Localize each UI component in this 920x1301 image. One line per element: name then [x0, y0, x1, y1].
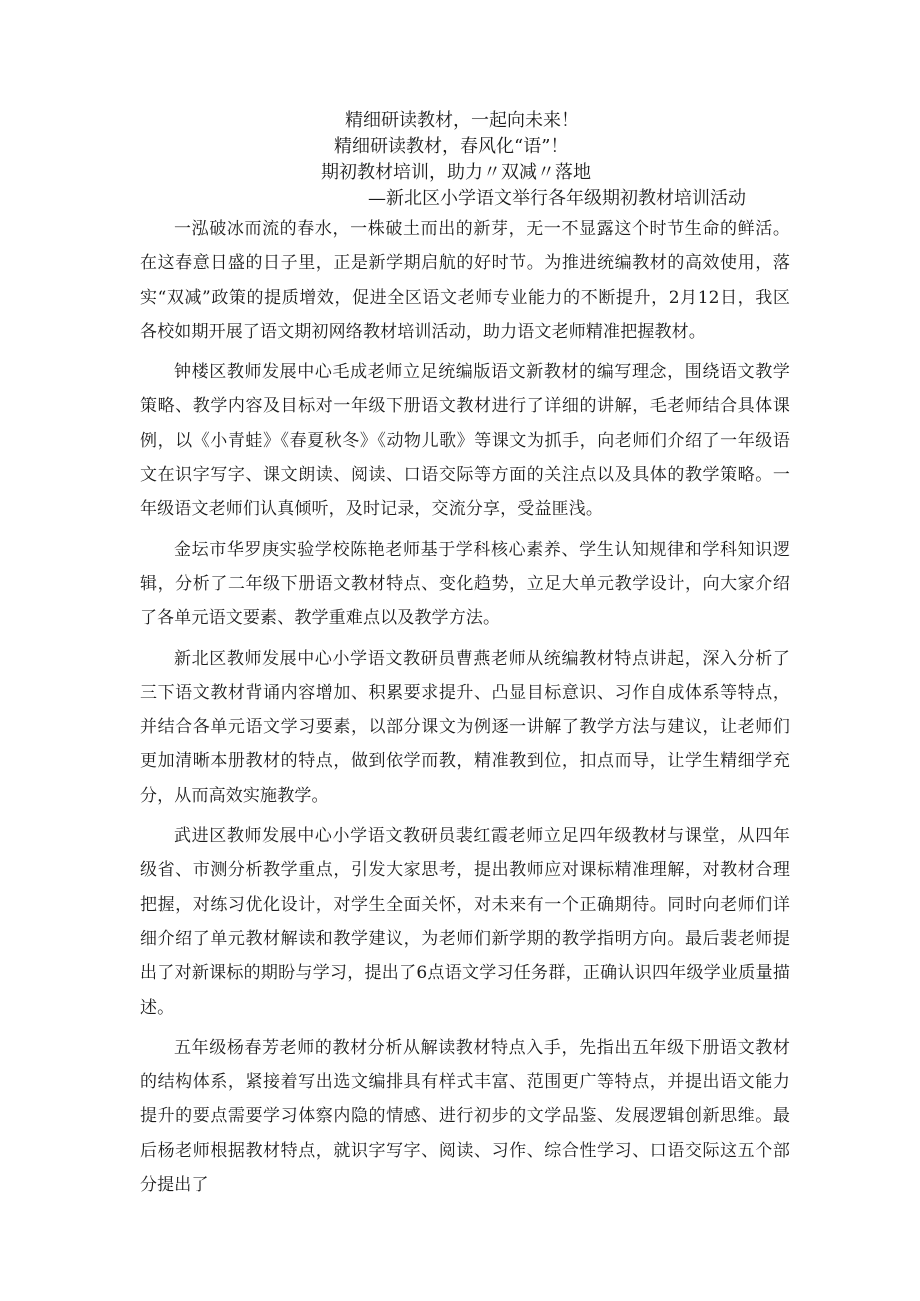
paragraph-5: 武进区教师发展中心小学语文教研员裴红霞老师立足四年级教材与课堂，从四年级省、市测分析教学重点，引发大家思考，提出教师应对课标精准理解，对教材合理把握，对练习优化设计，对学生全面关怀，对未来有一个正确期待。同时向老师们详细介绍了单元教材解读和教学建议，为老师们新学期的教学指明方向。最后裴老师提出了对新课标的期盼与学习，提出了6点语文学习任务群，正确认识四年级学业质量描述。: [140, 826, 790, 1018]
paragraph-2: 钟楼区教师发展中心毛成老师立足统编版语文新教材的编写理念，围绕语文教学策略、教学内容及目标对一年级下册语文教材进行了详细的讲解，毛老师结合具体课例，以《小青蛙》《春夏秋冬》《动物儿歌》等课文为抓手，向老师们介绍了一年级语文在识字写字、课文朗读、阅读、口语交际等方面的关注点以及具体的教学策略。一年级语文老师们认真倾听，及时记录，交流分享，受益匪浅。: [140, 362, 790, 520]
paragraph-4: 新北区教师发展中心小学语文教研员曹燕老师从统编教材特点讲起，深入分析了三下语文教材背诵内容增加、积累要求提升、凸显目标意识、习作自成体系等特点，并结合各单元语文学习要素，以部分课文为例逐一讲解了教学方法与建议，让老师们更加清晰本册教材的特点，做到依学而教，精准教到位，扣点而导，让学生精细学充分，从而高效实施教学。: [140, 648, 790, 806]
sub-title-2: 期初教材培训，助力〃双减〃落地: [321, 162, 591, 183]
byline-title: —新北区小学语文举行各年级期初教材培训活动: [368, 188, 746, 209]
paragraph-1: 一泓破冰而流的春水，一株破土而出的新芽，无一不显露这个时节生命的鲜活。在这春意日盛的日子里，正是新学期启航的好时节。为推进统编教材的高效使用，落实“双减”政策的提质增效，促进全区语文老师专业能力的不断提升，2月12日，我区各校如期开展了语文期初网络教材培训活动，助力语文老师精准把握教材。: [140, 219, 790, 342]
paragraph-3: 金坛市华罗庚实验学校陈艳老师基于学科核心素养、学生认知规律和学科知识逻辑，分析了二年级下册语文教材特点、变化趋势，立足大单元教学设计，向大家介绍了各单元语文要素、教学重难点以及教学方法。: [140, 539, 790, 629]
main-title: 精细研读教材，一起向未来！: [345, 110, 579, 131]
sub-title: 精细研读教材，春风化“语”！: [334, 136, 569, 157]
article-body: [140, 212, 790, 1208]
paragraph-6: 五年级杨春芳老师的教材分析从解读教材特点入手，先指出五年级下册语文教材的结构体系，紧接着写出选文编排具有样式丰富、范围更广等特点，并提出语文能力提升的要点需要学习体察内隐的情感、进行初步的文学品鉴、发展逻辑创新思维。最后杨老师根据教材特点，就识字写字、阅读、习作、综合性学习、口语交际这五个部分提出了: [140, 1037, 790, 1196]
